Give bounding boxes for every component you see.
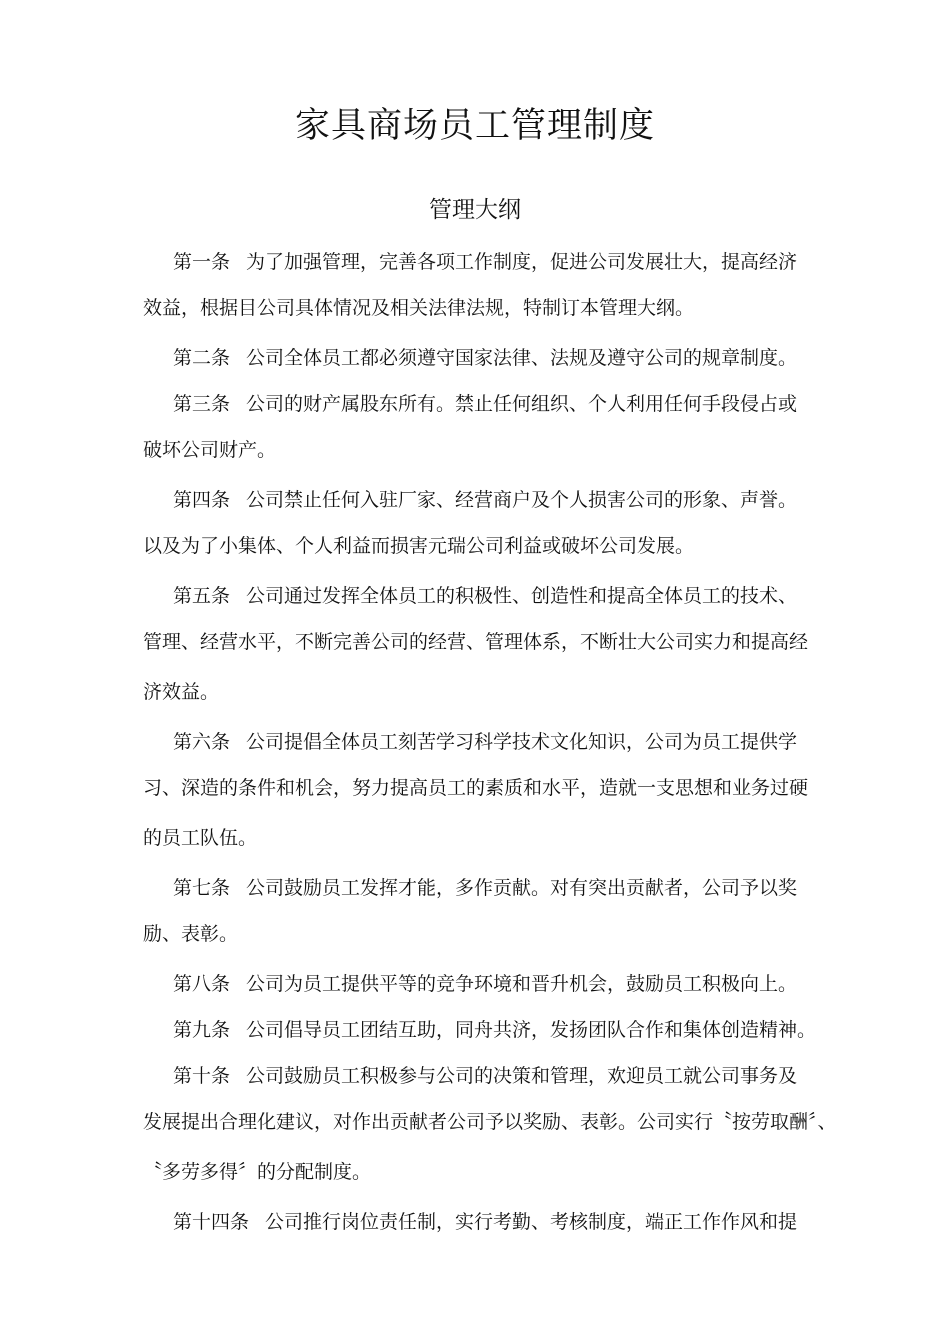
line-text: 的员工队伍。 [143,827,258,849]
article-number: 第六条 [173,731,231,753]
line-text: 公司推行岗位责任制，实行考勤、考核制度，端正工作作风和提 [265,1211,798,1233]
line-text: 〝多劳多得〞的分配制度。 [143,1161,372,1183]
article-number: 第二条 [173,347,231,369]
article-number: 第十条 [173,1065,231,1087]
line-text: 公司提倡全体员工刻苦学习科学技术文化知识，公司为员工提供学 [246,731,798,753]
article-line [143,578,807,624]
article-line [143,340,807,386]
line-text: 效益，根据目公司具体情况及相关法律法规，特制订本管理大纲。 [143,297,695,319]
document-title: 家具商场员工管理制度 [294,106,655,146]
line-text: 公司禁止任何入驻厂家、经营商户及个人损害公司的形象、声誉。 [246,489,798,511]
article-line [143,244,807,290]
article-line [143,482,807,528]
line-text: 济效益。 [143,681,220,703]
article-line [143,386,807,432]
article-line [143,1012,817,1058]
article-line [143,724,807,770]
line-text: 发展提出合理化建议，对作出贡献者公司予以奖励、表彰。公司实行〝按劳取酬〞、 [143,1111,837,1133]
line-text: 公司鼓励员工积极参与公司的决策和管理，欢迎员工就公司事务及 [246,1065,798,1087]
article-line [143,966,807,1012]
article-number: 第十四条 [173,1211,250,1233]
line-text: 公司为员工提供平等的竞争环境和晋升机会，鼓励员工积极向上。 [246,973,798,995]
continuation-line [143,916,807,966]
continuation-line [143,528,807,578]
line-text: 习、深造的条件和机会，努力提高员工的素质和水平，造就一支思想和业务过硬 [143,777,809,799]
article-line [143,870,807,916]
line-text: 管理、经营水平，不断完善公司的经营、管理体系，不断壮大公司实力和提高经 [143,631,809,653]
article-number: 第一条 [173,251,231,273]
continuation-line [143,1104,837,1154]
line-text: 破坏公司财产。 [143,439,277,461]
continuation-line [143,820,807,870]
line-text: 公司鼓励员工发挥才能，多作贡献。对有突出贡献者，公司予以奖 [246,877,798,899]
line-text: 励、表彰。 [143,923,239,945]
article-number: 第三条 [173,393,231,415]
document-body [143,244,837,1250]
article-number: 第五条 [173,585,231,607]
continuation-line [143,290,807,340]
continuation-line [143,1154,807,1204]
line-text: 以及为了小集体、个人利益而损害元瑞公司利益或破坏公司发展。 [143,535,695,557]
line-text: 公司通过发挥全体员工的积极性、创造性和提高全体员工的技术、 [246,585,798,607]
continuation-line [143,674,807,724]
line-text: 公司全体员工都必须遵守国家法律、法规及遵守公司的规章制度。 [246,347,798,369]
line-text: 公司的财产属股东所有。禁止任何组织、个人利用任何手段侵占或 [246,393,798,415]
article-number: 第九条 [173,1019,231,1041]
line-text: 公司倡导员工团结互助，同舟共济，发扬团队合作和集体创造精神。 [246,1019,817,1041]
line-text: 为了加强管理，完善各项工作制度，促进公司发展壮大，提高经济 [246,251,798,273]
article-line [143,1058,807,1104]
article-number: 第七条 [173,877,231,899]
article-number: 第四条 [173,489,231,511]
continuation-line [143,624,807,674]
section-heading: 管理大纲 [429,197,521,223]
article-number: 第八条 [173,973,231,995]
article-line [143,1204,807,1250]
continuation-line [143,432,807,482]
continuation-line [143,770,807,820]
